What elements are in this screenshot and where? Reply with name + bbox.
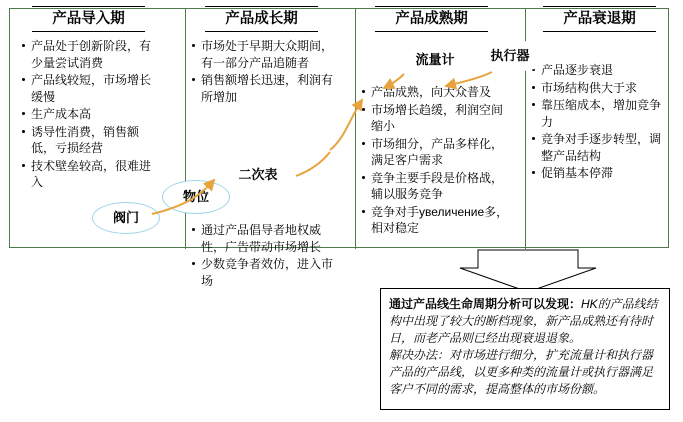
bullet-list-growth-upper	[192, 38, 334, 106]
column-header-introduction: 产品导入期	[32, 6, 145, 32]
list-item: 靠压缩成本，增加竞争力	[532, 97, 672, 130]
list-item: 促销基本停滞	[532, 165, 672, 182]
bullet-list-maturity	[362, 84, 510, 238]
conclusion-paragraph	[389, 296, 661, 347]
bullet-list-introduction	[22, 38, 162, 192]
list-item: 技术壁垒较高，很难进入	[22, 158, 162, 191]
conclusion-line2: 解决办法：对市场进行细分，扩充流量计和执行器产品的产品线，以更多种类的流量计或执行器满足客户不同的需求，提高整体的市场份额。	[389, 348, 654, 396]
list-item: 竞争主要手段是价格战，辅以服务竞争	[362, 170, 510, 203]
callout-label: 流量计	[415, 52, 455, 67]
callout-liuliangji	[393, 44, 477, 76]
list-item: 市场细分，产品多样化，满足客户需求	[362, 136, 510, 169]
list-item: 产品成熟，向大众普及	[362, 84, 510, 101]
callout-label: 执行器	[490, 48, 530, 63]
column-divider-2	[355, 9, 356, 249]
list-item: 产品逐步衰退	[532, 62, 672, 79]
list-item: 诱导性消费，销售额低，亏损经营	[22, 124, 162, 157]
conclusion-line1: HK的产品线结构中出现了较大的断档现象，新产品成熟还有待时日，而老产品则已经出现衰退退象。	[389, 297, 658, 345]
conclusion-box	[380, 288, 670, 410]
list-item: 少数竞争者效仿，进入市场	[192, 256, 334, 289]
column-header-maturity: 产品成熟期	[375, 6, 488, 32]
callout-label: 阀门	[112, 210, 139, 225]
list-item: 市场结构供大于求	[532, 80, 672, 97]
callout-label: 物位	[182, 189, 209, 204]
bullet-list-growth-lower	[192, 222, 334, 290]
list-item: 通过产品倡导者地权威性，广告带动市场增长	[192, 222, 334, 255]
list-item: 市场处于早期大众期间，有一部分产品追随者	[192, 38, 334, 71]
callout-famen	[92, 202, 160, 234]
list-item: 竞争对手увеличение多，相对稳定	[362, 204, 510, 237]
list-item: 产品线较短，市场增长缓慢	[22, 72, 162, 105]
callout-zhixingqi	[468, 40, 552, 72]
column-header-decline: 产品衰退期	[543, 6, 656, 32]
list-item: 销售额增长迅速，利润有所增加	[192, 72, 334, 105]
bullet-list-decline	[532, 62, 672, 183]
callout-label: 二次表	[238, 167, 278, 182]
column-header-growth: 产品成长期	[205, 6, 318, 32]
callout-weizhi	[162, 180, 230, 214]
block-down-arrow	[460, 250, 596, 292]
list-item: 生产成本高	[22, 106, 162, 123]
list-item: 竞争对手逐步转型，调整产品结构	[532, 131, 672, 164]
list-item: 产品处于创新阶段，有少量尝试消费	[22, 38, 162, 71]
list-item: 市场增长趋缓，利润空间缩小	[362, 102, 510, 135]
conclusion-lead: 通过产品线生命周期分析可以发现：	[389, 297, 582, 311]
